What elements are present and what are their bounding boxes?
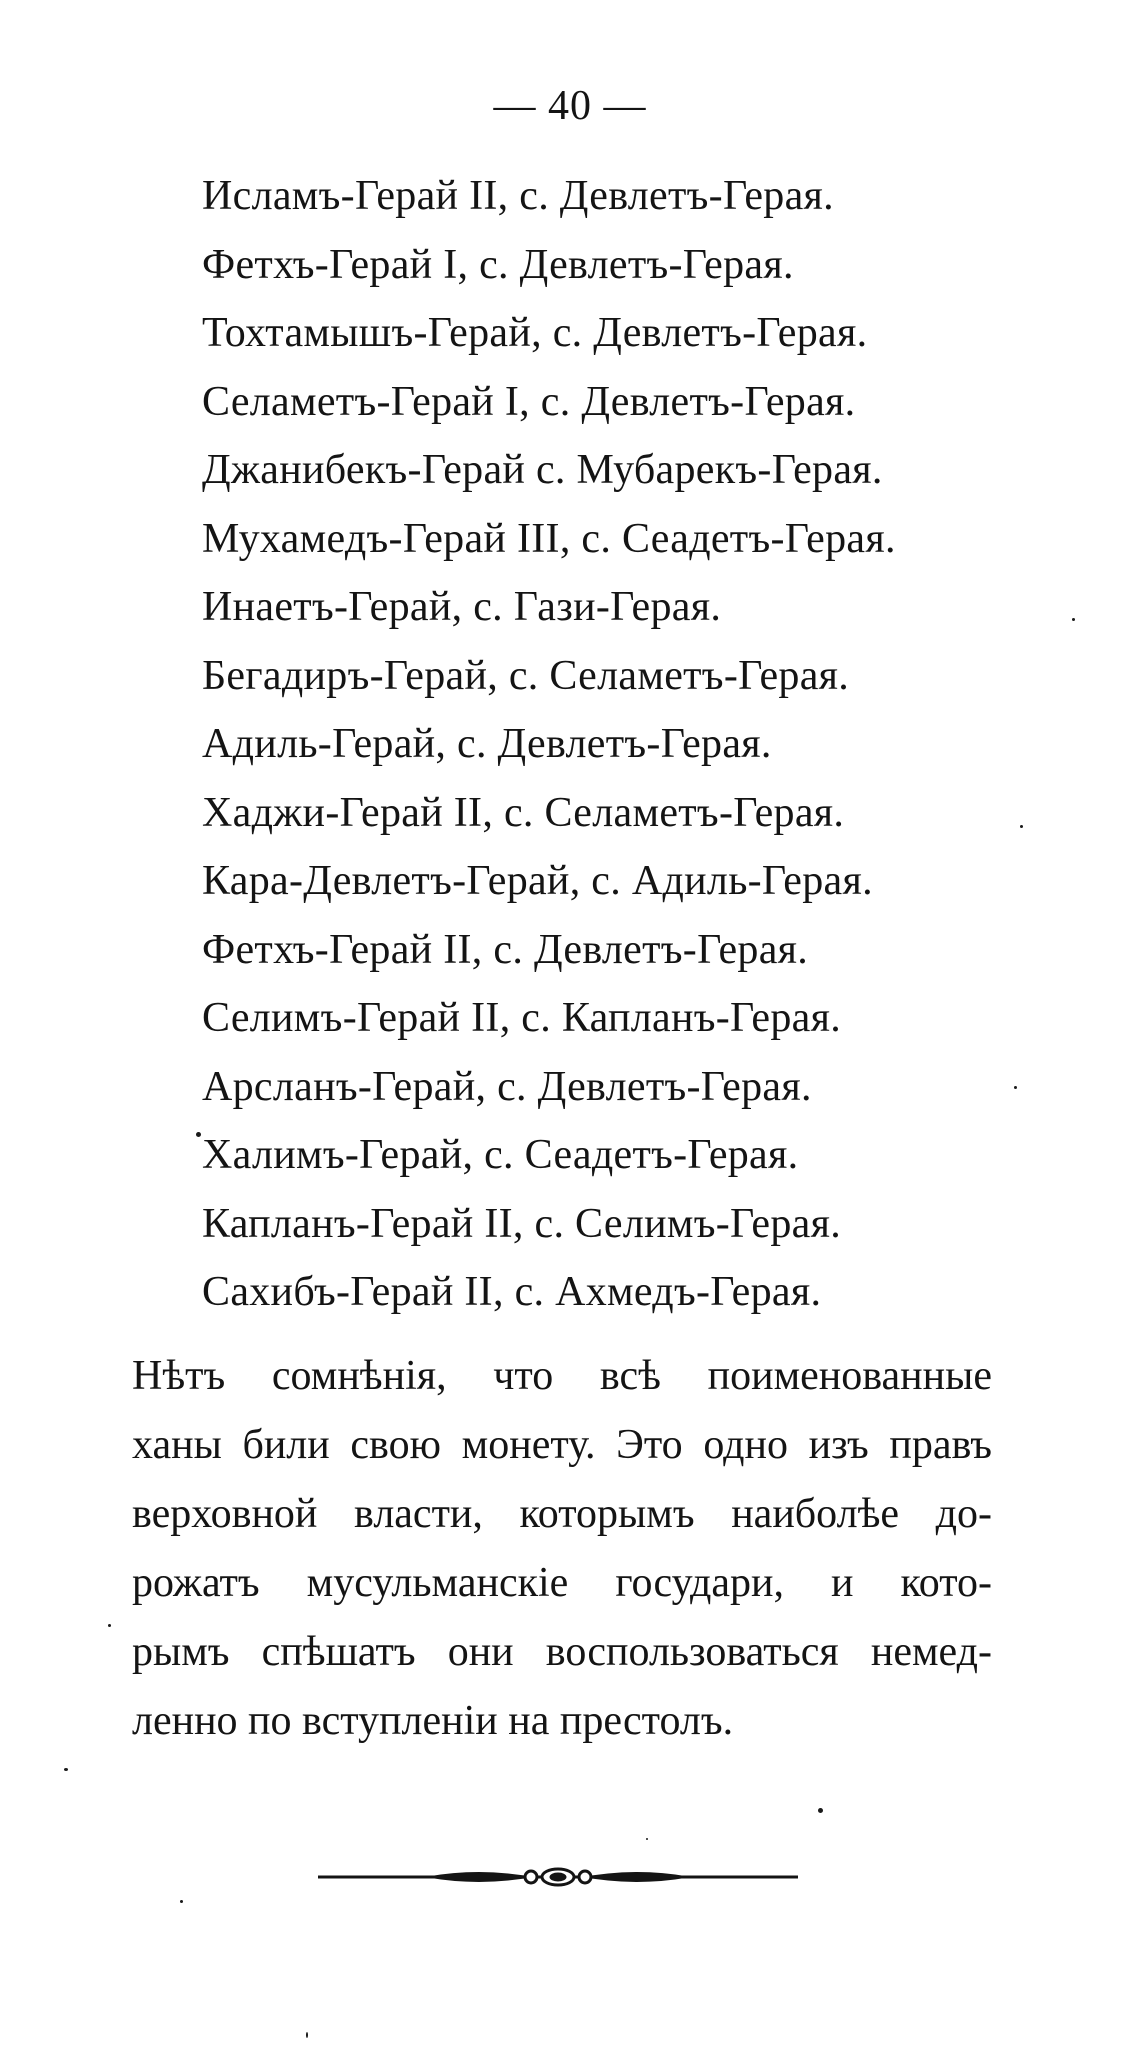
khan-entry: Адиль-Герай, с. Девлетъ-Герая. xyxy=(202,721,772,767)
body-paragraph xyxy=(132,1342,992,1756)
print-speck xyxy=(196,1132,201,1137)
khan-entry: Сахибъ-Герай II, с. Ахмедъ-Герая. xyxy=(202,1269,822,1315)
khan-entry: Бегадиръ-Герай, с. Селаметъ-Герая. xyxy=(202,652,850,699)
khan-entry: Исламъ-Герай II, с. Девлетъ-Герая. xyxy=(202,173,834,219)
print-speck xyxy=(1020,825,1023,828)
khan-entry: Капланъ-Герай II, с. Селимъ-Герая. xyxy=(202,1200,842,1247)
paragraph-line: верховной власти, которымъ наиболѣе до- xyxy=(132,1491,992,1537)
khan-entry: Хаджи-Герай II, с. Селаметъ-Герая. xyxy=(202,789,845,836)
khan-entry: Фетхъ-Герай I, с. Девлетъ-Герая. xyxy=(202,241,794,288)
khan-entry: Селимъ-Герай II, с. Капланъ-Герая. xyxy=(202,995,842,1041)
khan-entry: Инаетъ-Герай, с. Гази-Герая. xyxy=(202,584,722,630)
paragraph-line: ханы били свою монету. Это одно изъ правъ xyxy=(132,1422,992,1468)
print-speck xyxy=(306,2032,308,2038)
print-speck xyxy=(818,1808,823,1813)
khan-list xyxy=(202,162,1062,1327)
paragraph-line: рымъ спѣшатъ они воспользоваться немед- xyxy=(132,1629,992,1675)
print-speck xyxy=(646,1838,648,1840)
page-number: — 40 — xyxy=(493,83,647,129)
print-speck xyxy=(1014,1086,1017,1089)
paragraph-line: рожатъ мусульманскіе государи, и кото- xyxy=(132,1560,992,1606)
end-ornament xyxy=(318,1862,798,1892)
khan-entry: Халимъ-Герай, с. Сеадетъ-Герая. xyxy=(202,1132,799,1178)
print-speck xyxy=(1072,618,1075,621)
print-speck xyxy=(180,1900,183,1903)
paragraph-line: Нѣтъ сомнѣнія, что всѣ поименованные xyxy=(132,1353,992,1399)
khan-entry: Тохтамышъ-Герай, с. Девлетъ-Герая. xyxy=(202,310,868,356)
print-speck xyxy=(64,1768,68,1771)
khan-entry: Фетхъ-Герай II, с. Девлетъ-Герая. xyxy=(202,926,809,973)
khan-entry: Арсланъ-Герай, с. Девлетъ-Герая. xyxy=(202,1063,812,1110)
khan-entry: Мухамедъ-Герай III, с. Сеадетъ-Герая. xyxy=(202,515,896,562)
paragraph-line: ленно по вступленіи на престолъ. xyxy=(132,1698,734,1744)
print-speck xyxy=(108,1624,111,1627)
khan-entry: Кара-Девлетъ-Герай, с. Адиль-Герая. xyxy=(202,858,873,904)
khan-entry: Джанибекъ-Герай с. Мубарекъ-Герая. xyxy=(202,447,883,493)
khan-entry: Селаметъ-Герай I, с. Девлетъ-Герая. xyxy=(202,378,856,425)
